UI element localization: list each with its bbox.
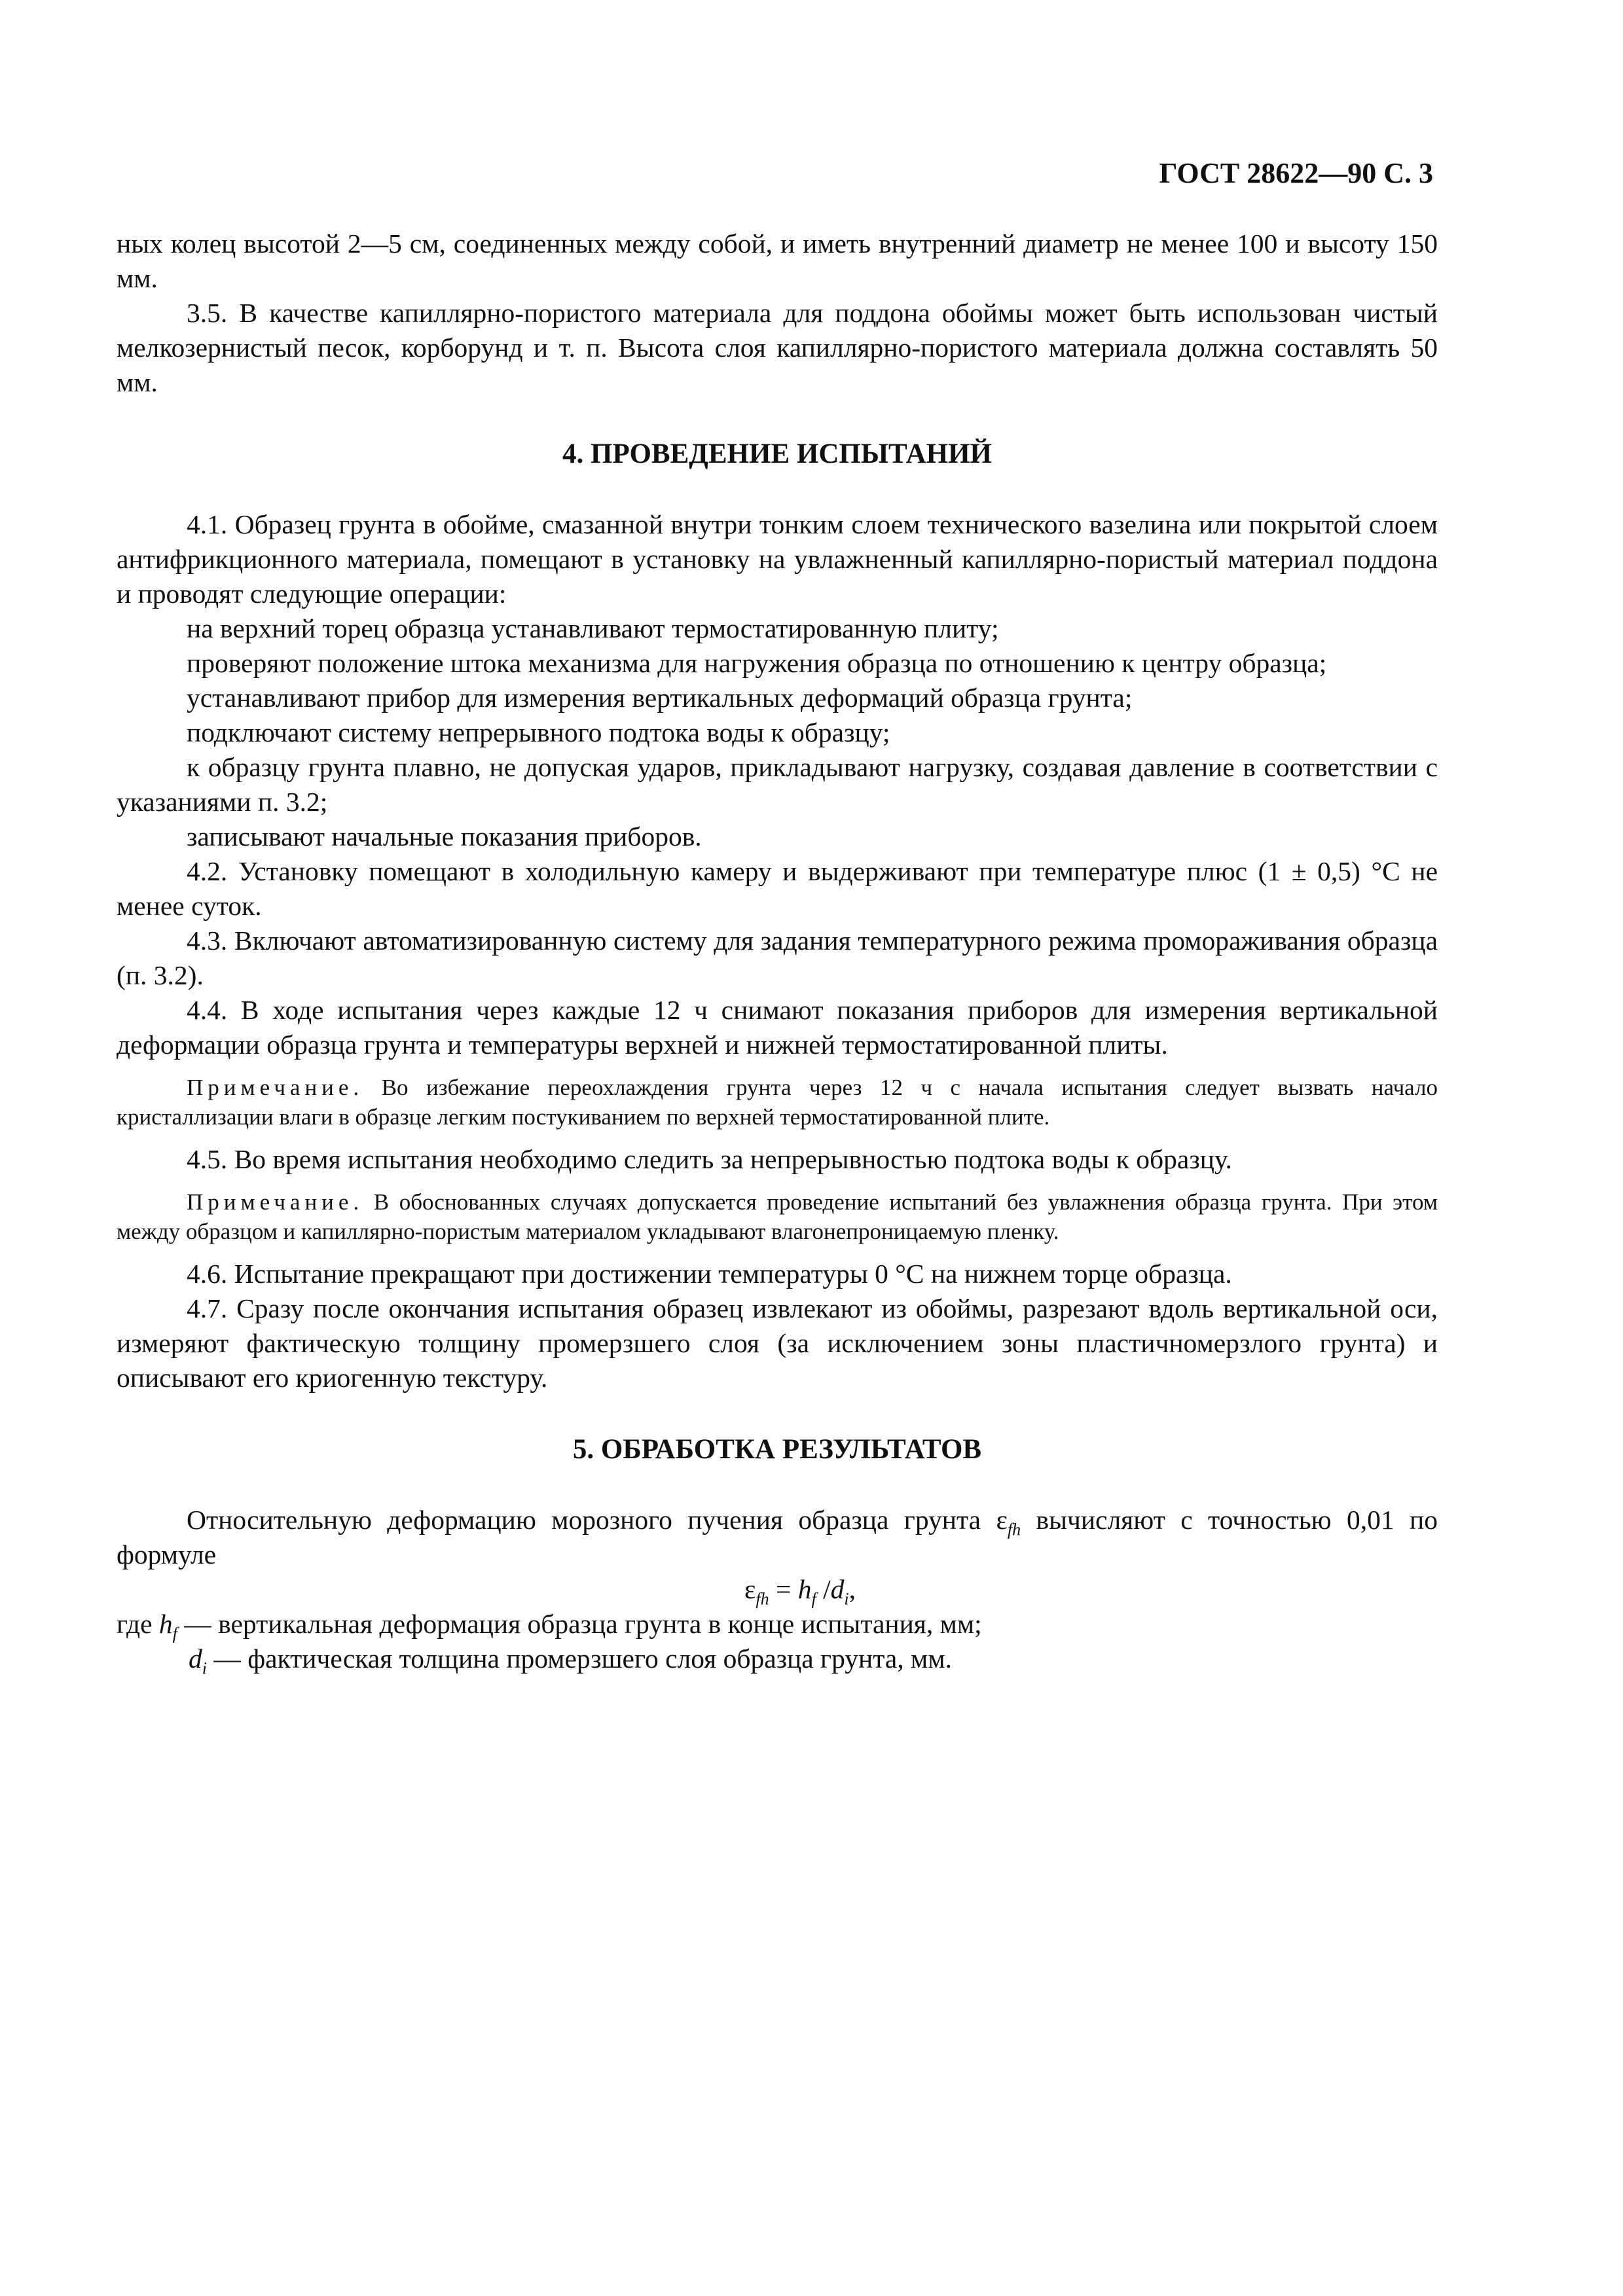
- paragraph-4-2: 4.2. Установку помещают в холодильную камеру и выдерживают при температуре плюс (1 ± 0,5) °С не менее суток.: [117, 856, 1438, 921]
- symbol-epsilon: ε: [996, 1505, 1008, 1535]
- paragraph-4-3: 4.3. Включают автоматизированную систему для задания температурного режима промораживания образца (п. 3.2).: [117, 925, 1438, 990]
- note-label: Примечание.: [187, 1189, 364, 1215]
- note-label: Примечание.: [187, 1075, 364, 1100]
- continued-paragraph: ных колец высотой 2—5 см, соединенных между собой, и иметь внутренний диаметр не менее 100 и высоту 150 мм.: [117, 228, 1438, 293]
- document-body: [117, 226, 1438, 1676]
- paragraph-5-intro: Относительную деформацию морозного пучения образца грунта $\varepsilon_{fh}$ вычисляют с точностью 0,01 по формуле: [117, 1505, 1438, 1570]
- operation-item: проверяют положение штока механизма для нагружения образца по отношению к центру образца;: [187, 648, 1327, 678]
- note-2: [117, 1187, 1438, 1246]
- definition-h: где $h_f$ — вертикальная деформация образца грунта в конце испытания, мм;: [117, 1609, 982, 1643]
- operation-item: подключают систему непрерывного подтока воды к образцу;: [187, 717, 890, 747]
- note-text: В обоснованных случаях допускается проведение испытаний без увлажнения образца грунта. При этом между образцом и капиллярно-пористым материалом укладывают влагонепроницаемую пленку.: [117, 1189, 1438, 1244]
- operation-item: на верхний торец образца устанавливают термостатированную плиту;: [187, 613, 999, 643]
- operation-item: к образцу грунта плавно, не допуская ударов, прикладывают нагрузку, создавая давление в соответствии с указаниями п. 3.2;: [117, 752, 1438, 817]
- paragraph-4-5: 4.5. Во время испытания необходимо следить за непрерывностью подтока воды к образцу.: [187, 1144, 1232, 1174]
- operation-item: устанавливают прибор для измерения вертикальных деформаций образца грунта;: [187, 683, 1133, 713]
- section-4-heading: 4. ПРОВЕДЕНИЕ ИСПЫТАНИЙ: [562, 439, 992, 469]
- paragraph-4-6: 4.6. Испытание прекращают при достижении температуры 0 °С на нижнем торце образца.: [187, 1259, 1232, 1289]
- paragraph-3-5: 3.5. В качестве капиллярно-пористого материала для поддона обоймы может быть использован чистый мелкозернистый песок, корборунд и т. п. Высота слоя капиллярно-пористого материала должна составлять 50 мм.: [117, 298, 1438, 397]
- paragraph-4-1: 4.1. Образец грунта в обойме, смазанной внутри тонким слоем технического вазелина или покрытой слоем антифрикционного материала, помещают в установку на увлажненный капиллярно-пористый материал поддона и проводят следующие операции:: [117, 509, 1438, 609]
- operation-item: записывают начальные показания приборов.: [187, 821, 702, 852]
- paragraph-4-7: 4.7. Сразу после окончания испытания образец извлекают из обоймы, разрезают вдоль вертикальной оси, измеряют фактическую толщину промерзшего слоя (за исключением зоны пластичномерзлого грунта) и описывают его криогенную текстуру.: [117, 1293, 1438, 1393]
- page-header: ГОСТ 28622—90 С. 3: [1159, 157, 1433, 189]
- symbol-subscript: fh: [1007, 1520, 1021, 1539]
- definition-d: $d_i$ — фактическая толщина промерзшего слоя образца грунта, мм.: [189, 1643, 952, 1678]
- section-5-heading: 5. ОБРАБОТКА РЕЗУЛЬТАТОВ: [572, 1434, 982, 1465]
- note-text: Во избежание переохлаждения грунта через 12 ч с начала испытания следует вызвать начало кристаллизации влаги в образце легким постукиванием по верхней термостатированной плите.: [117, 1075, 1438, 1130]
- paragraph-4-4: 4.4. В ходе испытания через каждые 12 ч снимают показания приборов для измерения вертикальной деформации образца грунта и температуры верхней и нижней термостатированной плиты.: [117, 995, 1438, 1060]
- note-1: [117, 1073, 1438, 1132]
- formula: $\varepsilon_{fh} = h_f$ $/d_i$,: [744, 1574, 856, 1609]
